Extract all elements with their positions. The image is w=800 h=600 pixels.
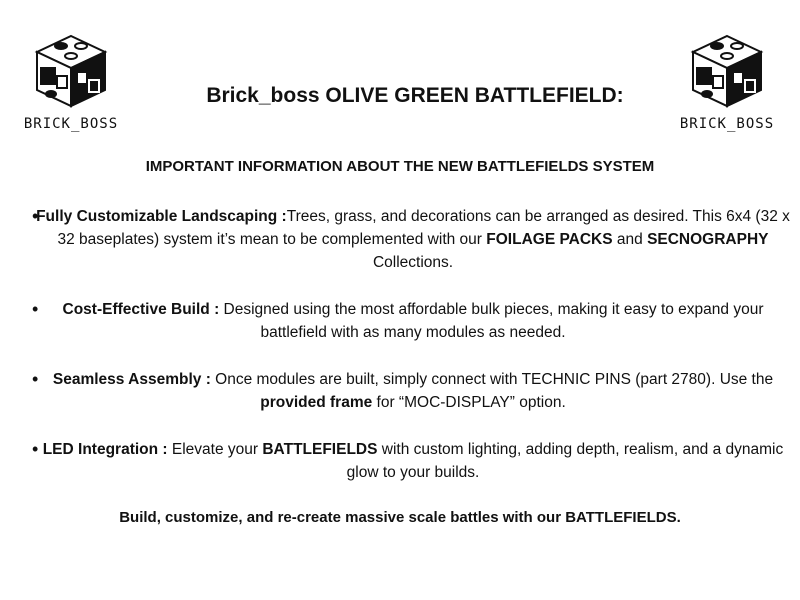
feature-item-landscaping xyxy=(20,205,790,274)
feature-text: Collections. xyxy=(372,254,454,271)
feature-bold: SECNOGRAPHY xyxy=(647,231,769,248)
feature-text: Once modules are built, simply connect with TECHNIC PINS (part 2780). Use the xyxy=(210,371,774,388)
logo-text: BRICK_BOSS xyxy=(679,116,775,132)
logo-text: BRICK_BOSS xyxy=(23,116,119,132)
brand-logo-left xyxy=(6,32,136,132)
feature-heading: Fully Customizable Landscaping : xyxy=(36,208,287,225)
feature-bold: BATTLEFIELDS xyxy=(262,441,378,458)
feature-text: Designed using the most affordable bulk pieces, making it easy to expand your battlefield with as many modules as needed. xyxy=(219,301,764,341)
feature-list xyxy=(20,205,790,508)
feature-item-led xyxy=(20,438,790,484)
brand-logo-right xyxy=(662,32,792,132)
feature-text: with custom lighting, adding depth, realism, and a dynamic glow to your builds. xyxy=(346,441,784,481)
feature-item-assembly xyxy=(20,368,790,414)
feature-text: and xyxy=(612,231,648,248)
feature-text: Trees, grass, and decorations can be arranged as desired. This 6x4 (32 x 32 baseplates) system it’s mean to be complemented with our xyxy=(57,208,790,248)
page-title: Brick_boss OLIVE GREEN BATTLEFIELD: xyxy=(206,84,624,107)
feature-heading: Cost-Effective Build : xyxy=(62,301,220,318)
feature-bold: FOILAGE PACKS xyxy=(486,231,613,248)
feature-heading: LED Integration : xyxy=(42,441,168,458)
feature-heading: Seamless Assembly : xyxy=(52,371,211,388)
feature-bold: provided frame xyxy=(260,394,373,411)
feature-item-cost xyxy=(20,298,790,344)
feature-text: for “MOC-DISPLAY” option. xyxy=(372,394,566,411)
feature-text: Elevate your xyxy=(167,441,263,458)
closing-statement: Build, customize, and re-create massive scale battles with our BATTLEFIELDS. xyxy=(119,509,681,526)
section-subtitle: IMPORTANT INFORMATION ABOUT THE NEW BATTLEFIELDS SYSTEM xyxy=(145,158,655,175)
